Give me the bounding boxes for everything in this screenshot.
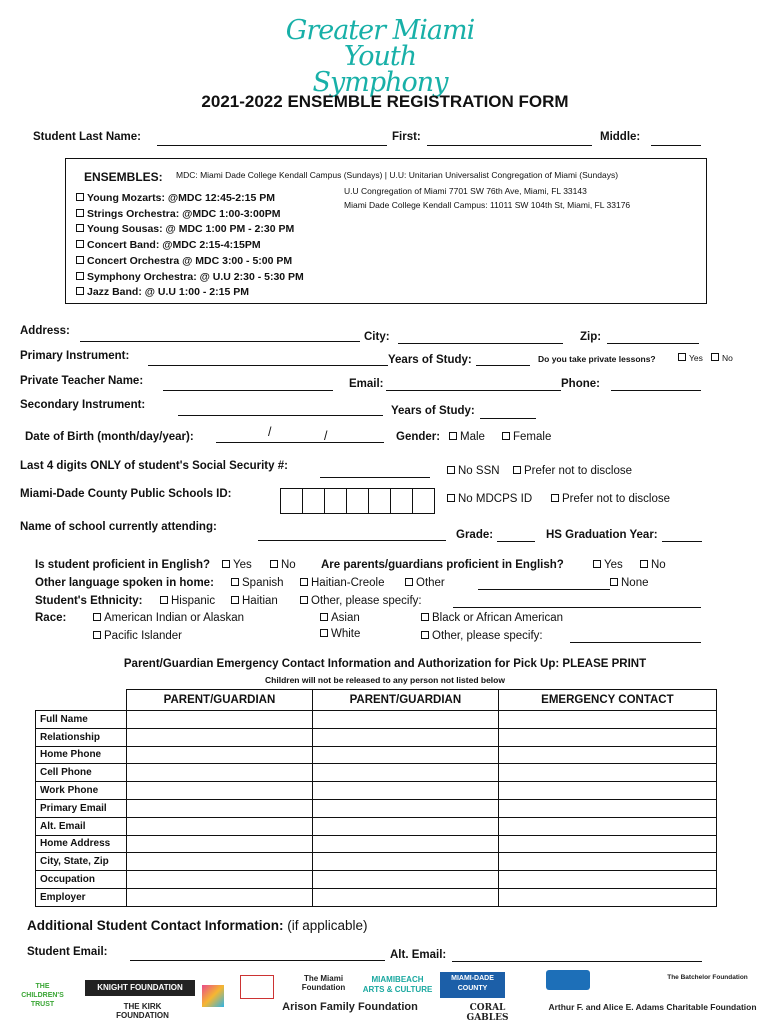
table-cell[interactable] [312, 853, 498, 871]
table-row [36, 871, 717, 889]
table-cell[interactable] [498, 764, 716, 782]
column-header: PARENT/GUARDIAN [312, 690, 498, 711]
lang-creole[interactable] [300, 577, 385, 589]
no-ssn-option[interactable] [447, 465, 500, 477]
years-of-study-field[interactable] [476, 365, 530, 366]
ensemble-option[interactable] [76, 271, 304, 283]
haitian-label: Haitian [242, 595, 278, 607]
male-label: Male [460, 431, 485, 443]
checkbox-icon[interactable] [551, 494, 559, 502]
table-cell[interactable] [498, 853, 716, 871]
row-label: Relationship [36, 728, 127, 746]
mdcps-id-label: Miami-Dade County Public Schools ID: [20, 488, 232, 500]
race-asian[interactable] [320, 612, 360, 624]
table-header-row [36, 690, 717, 711]
row-label: Occupation [36, 871, 127, 889]
table-cell[interactable] [498, 835, 716, 853]
primary-instrument-label: Primary Instrument: [20, 350, 130, 362]
table-cell[interactable] [312, 817, 498, 835]
last-name-label: Student Last Name: [33, 131, 141, 143]
ensemble-option[interactable] [76, 223, 294, 235]
table-cell[interactable] [312, 888, 498, 906]
no-mdcps-label: No MDCPS ID [458, 493, 533, 505]
table-corner [36, 690, 127, 711]
student-email-label: Student Email: [27, 946, 108, 958]
checkbox-icon[interactable] [593, 560, 601, 568]
row-label: Alt. Email [36, 817, 127, 835]
table-cell[interactable] [127, 728, 313, 746]
checkbox-icon[interactable] [447, 494, 455, 502]
table-cell[interactable] [312, 835, 498, 853]
primary-instrument-field[interactable] [148, 365, 388, 366]
checkbox-icon[interactable] [513, 466, 521, 474]
ensemble-option[interactable] [76, 286, 249, 298]
checkbox-icon[interactable] [300, 596, 308, 604]
email-label: Email: [349, 378, 384, 390]
other-specify-label: Other, please specify: [311, 595, 422, 607]
ensemble-label: Young Sousas: @ MDC 1:00 PM - 2:30 PM [87, 223, 295, 235]
eth-other[interactable] [300, 595, 422, 607]
other-label: Other [416, 577, 445, 589]
phone-field[interactable] [611, 390, 701, 391]
additional-heading-text: Additional Student Contact Information: [27, 918, 284, 933]
table-cell[interactable] [127, 711, 313, 729]
mdcps-id-boxes[interactable] [280, 488, 435, 514]
table-cell[interactable] [498, 799, 716, 817]
dob-label: Date of Birth (month/day/year): [25, 431, 194, 443]
checkbox-icon[interactable] [76, 193, 84, 201]
table-cell[interactable] [312, 764, 498, 782]
emergency-contact-table [35, 689, 717, 907]
table-row [36, 853, 717, 871]
checkbox-icon[interactable] [405, 578, 413, 586]
first-name-field[interactable] [427, 145, 592, 146]
secondary-instrument-field[interactable] [178, 415, 383, 416]
checkbox-icon[interactable] [93, 631, 101, 639]
private-teacher-field[interactable] [163, 390, 333, 391]
ensemble-label: Jazz Band: @ U.U 1:00 - 2:15 PM [87, 286, 249, 298]
miami-foundation-logo: The Miami Foundation [301, 974, 346, 992]
prefer-not2-label: Prefer not to disclose [562, 493, 671, 505]
checkbox-icon[interactable] [270, 560, 278, 568]
no-label: No [281, 559, 296, 571]
ssn-field[interactable] [320, 477, 430, 478]
english-yes[interactable] [222, 559, 252, 571]
ethnicity-label: Student's Ethnicity: [35, 595, 143, 607]
none-label: None [621, 577, 649, 589]
table-cell[interactable] [127, 782, 313, 800]
race-other[interactable] [421, 630, 543, 642]
first-name-label: First: [392, 131, 421, 143]
city-label: City: [364, 331, 390, 343]
ensemble-label: Concert Orchestra @ MDC 3:00 - 5:00 PM [87, 255, 293, 267]
table-row [36, 711, 717, 729]
city-field[interactable] [398, 343, 563, 344]
lang-other-field[interactable] [478, 589, 610, 590]
grade-field[interactable] [497, 541, 535, 542]
lang-spanish[interactable] [231, 577, 284, 589]
table-cell[interactable] [127, 853, 313, 871]
table-cell[interactable] [312, 728, 498, 746]
address-field[interactable] [80, 341, 360, 342]
no-mdcps-option[interactable] [447, 493, 532, 505]
hispanic-label: Hispanic [171, 595, 216, 607]
private-teacher-label: Private Teacher Name: [20, 375, 144, 387]
column-header: PARENT/GUARDIAN [127, 690, 313, 711]
table-row [36, 835, 717, 853]
ensembles-address-uu: U.U Congregation of Miami 7701 SW 76th Ave, Miami, FL 33143 [344, 186, 587, 196]
ensembles-locations-key: MDC: Miami Dade College Kendall Campus (Sundays) | U.U: Unitarian Universalist Congregation of Miami (Sundays) [176, 170, 619, 180]
row-label: Employer [36, 888, 127, 906]
table-cell[interactable] [127, 746, 313, 764]
address-label: Address: [20, 325, 70, 337]
table-row [36, 799, 717, 817]
grade-label: Grade: [456, 529, 494, 541]
table-row [36, 817, 717, 835]
emergency-subheading: Children will not be released to any person not listed below [265, 675, 505, 685]
checkbox-icon[interactable] [76, 224, 84, 232]
english-question: Is student proficient in English? [35, 559, 211, 571]
no-label: No [651, 559, 666, 571]
table-cell[interactable] [127, 764, 313, 782]
race-am-indian[interactable] [93, 612, 244, 624]
creole-label: Haitian-Creole [311, 577, 385, 589]
checkbox-icon[interactable] [76, 209, 84, 217]
wave-logo-icon [546, 970, 590, 990]
table-cell[interactable] [498, 817, 716, 835]
checkbox-icon[interactable] [421, 631, 429, 639]
colorful-logo-icon [202, 985, 224, 1007]
table-cell[interactable] [312, 871, 498, 889]
checkbox-icon[interactable] [76, 240, 84, 248]
private-lessons-question: Do you take private lessons? [538, 354, 656, 364]
ensemble-option[interactable] [76, 239, 261, 251]
table-cell[interactable] [127, 799, 313, 817]
table-row [36, 746, 717, 764]
org-logo-line2: Youth Symphony [312, 41, 448, 98]
ensemble-label: Symphony Orchestra: @ U.U 2:30 - 5:30 PM [87, 271, 304, 283]
zip-field[interactable] [607, 343, 699, 344]
table-cell[interactable] [127, 871, 313, 889]
checkbox-icon[interactable] [610, 578, 618, 586]
table-row [36, 728, 717, 746]
adams-foundation-logo: Arthur F. and Alice E. Adams Charitable Foundation [548, 1002, 757, 1012]
phone-label: Phone: [561, 378, 600, 390]
last-name-field[interactable] [157, 145, 387, 146]
email-field[interactable] [386, 390, 561, 391]
spanish-label: Spanish [242, 577, 284, 589]
white-label: White [331, 628, 361, 640]
table-cell[interactable] [498, 711, 716, 729]
table-cell[interactable] [312, 746, 498, 764]
knight-foundation-logo: KNIGHT FOUNDATION [85, 980, 195, 996]
table-cell[interactable] [498, 871, 716, 889]
black-label: Black or African American [432, 612, 564, 624]
lang-other[interactable] [405, 577, 445, 589]
checkbox-icon[interactable] [711, 353, 719, 361]
checkbox-icon[interactable] [640, 560, 648, 568]
english-no[interactable] [270, 559, 296, 571]
checkbox-icon[interactable] [160, 596, 168, 604]
row-label: Work Phone [36, 782, 127, 800]
years-of-study-label: Years of Study: [388, 354, 472, 366]
table-row [36, 764, 717, 782]
additional-note: (if applicable) [287, 918, 368, 933]
school-field[interactable] [258, 540, 446, 541]
org-logo [280, 15, 480, 98]
miami-dade-logo: MIAMI-DADE COUNTY [440, 972, 505, 998]
row-label: Home Address [36, 835, 127, 853]
middle-name-label: Middle: [600, 131, 641, 143]
checkbox-icon[interactable] [447, 466, 455, 474]
race-other-field[interactable] [570, 642, 701, 643]
row-label: Cell Phone [36, 764, 127, 782]
dob-slash-1: / [268, 425, 272, 439]
female-label: Female [513, 431, 552, 443]
zip-label: Zip: [580, 331, 602, 343]
checkbox-icon[interactable] [320, 613, 328, 621]
dob-field[interactable] [216, 442, 384, 443]
childrens-trust-logo: THE CHILDREN'S TRUST [21, 983, 64, 1008]
dob-slash-2: / [324, 429, 328, 443]
secondary-instrument-label: Secondary Instrument: [20, 399, 146, 411]
table-cell[interactable] [312, 799, 498, 817]
parents-english-yes[interactable] [593, 559, 623, 571]
no-label: No [722, 353, 733, 363]
table-cell[interactable] [127, 817, 313, 835]
yes-label: Yes [689, 353, 703, 363]
checkbox-icon[interactable] [678, 353, 686, 361]
org-logo-line1: Greater Miami [285, 15, 475, 46]
table-cell[interactable] [498, 888, 716, 906]
page-title: 2021-2022 ENSEMBLE REGISTRATION FORM [201, 92, 569, 111]
checkbox-icon[interactable] [93, 613, 101, 621]
ensemble-label: Concert Band: @MDC 2:15-4:15PM [87, 239, 261, 251]
gender-female[interactable] [502, 431, 551, 443]
checkbox-icon[interactable] [502, 432, 510, 440]
eth-hispanic[interactable] [160, 595, 215, 607]
private-lessons-yes[interactable] [678, 353, 703, 363]
row-label: Primary Email [36, 799, 127, 817]
table-cell[interactable] [498, 728, 716, 746]
no-ssn-label: No SSN [458, 465, 500, 477]
checkbox-icon[interactable] [76, 272, 84, 280]
ensembles-address-mdc: Miami Dade College Kendall Campus: 11011 SW 104th St, Miami, FL 33176 [344, 200, 631, 210]
ssn-prefer-not-option[interactable] [513, 465, 632, 477]
community-logo-icon [240, 975, 274, 999]
checkbox-icon[interactable] [76, 256, 84, 264]
table-cell[interactable] [312, 782, 498, 800]
additional-heading [27, 918, 368, 933]
emergency-heading: Parent/Guardian Emergency Contact Information and Authorization for Pick Up: PLEASE PRINT [123, 658, 647, 670]
ensemble-option[interactable] [76, 255, 292, 267]
race-pacific[interactable] [93, 630, 182, 642]
ensemble-option[interactable] [76, 192, 275, 204]
checkbox-icon[interactable] [449, 432, 457, 440]
gender-male[interactable] [449, 431, 485, 443]
student-email-field[interactable] [130, 960, 385, 961]
table-row [36, 888, 717, 906]
school-label: Name of school currently attending: [20, 521, 217, 533]
ensembles-box [65, 158, 707, 304]
eth-haitian[interactable] [231, 595, 278, 607]
coral-gables-logo: CORAL GABLES [466, 1003, 509, 1023]
pacific-label: Pacific Islander [104, 630, 182, 642]
prefer-not-label: Prefer not to disclose [524, 465, 633, 477]
years-of-study2-label: Years of Study: [391, 405, 475, 417]
column-header: EMERGENCY CONTACT [498, 690, 716, 711]
ensemble-label: Strings Orchestra: @MDC 1:00-3:00PM [87, 208, 281, 220]
asian-label: Asian [331, 612, 360, 624]
middle-name-field[interactable] [651, 145, 701, 146]
parents-english-no[interactable] [640, 559, 666, 571]
alt-email-field[interactable] [452, 961, 702, 962]
gender-label: Gender: [396, 431, 441, 443]
checkbox-icon[interactable] [421, 613, 429, 621]
kirk-foundation-logo: THE KIRK FOUNDATION [116, 1002, 169, 1020]
ssn-label: Last 4 digits ONLY of student's Social Security #: [20, 460, 288, 472]
race-label: Race: [35, 612, 67, 624]
batchelor-logo: The Batchelor Foundation [667, 974, 748, 981]
checkbox-icon[interactable] [76, 287, 84, 295]
checkbox-icon[interactable] [231, 596, 239, 604]
table-cell[interactable] [127, 835, 313, 853]
table-row [36, 782, 717, 800]
table-cell[interactable] [498, 746, 716, 764]
checkbox-icon[interactable] [320, 629, 328, 637]
arison-foundation-logo: Arison Family Foundation [282, 1001, 418, 1013]
ensemble-option[interactable] [76, 208, 280, 220]
ensemble-label: Young Mozarts: @MDC 12:45-2:15 PM [87, 192, 275, 204]
eth-other-field[interactable] [453, 607, 701, 608]
yes-label: Yes [604, 559, 623, 571]
row-label: Home Phone [36, 746, 127, 764]
hs-grad-label: HS Graduation Year: [546, 529, 658, 541]
ensembles-heading: ENSEMBLES: [84, 170, 163, 184]
private-lessons-no[interactable] [711, 353, 733, 363]
checkbox-icon[interactable] [300, 578, 308, 586]
hs-grad-field[interactable] [662, 541, 702, 542]
other-race-label: Other, please specify: [432, 630, 543, 642]
miami-beach-logo: MIAMIBEACH ARTS & CULTURE [362, 975, 433, 994]
parents-english-question: Are parents/guardians proficient in English? [321, 559, 564, 571]
lang-none[interactable] [610, 577, 649, 589]
other-language-label: Other language spoken in home: [35, 577, 214, 589]
table-cell[interactable] [312, 711, 498, 729]
checkbox-icon[interactable] [231, 578, 239, 586]
mdcps-prefer-not-option[interactable] [551, 493, 670, 505]
race-white[interactable] [320, 628, 360, 640]
yes-label: Yes [233, 559, 252, 571]
table-cell[interactable] [127, 888, 313, 906]
row-label: City, State, Zip [36, 853, 127, 871]
checkbox-icon[interactable] [222, 560, 230, 568]
row-label: Full Name [36, 711, 127, 729]
am-indian-label: American Indian or Alaskan [104, 612, 244, 624]
race-black[interactable] [421, 612, 563, 624]
alt-email-label: Alt. Email: [390, 949, 447, 961]
table-cell[interactable] [498, 782, 716, 800]
years-of-study2-field[interactable] [480, 418, 536, 419]
